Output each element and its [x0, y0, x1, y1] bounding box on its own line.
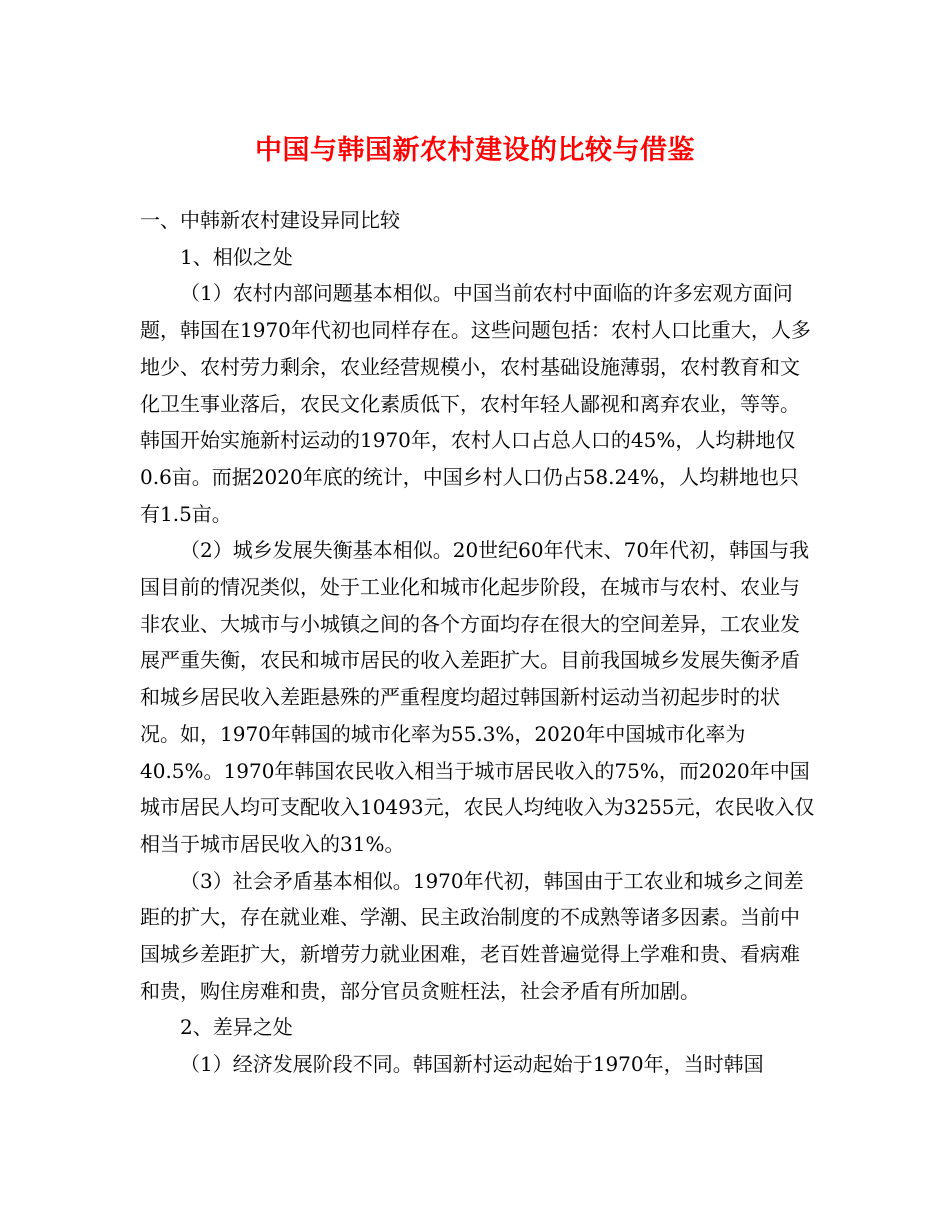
document-body — [140, 202, 815, 1083]
paragraph-economic-stage: （1）经济发展阶段不同。韩国新村运动起始于1970年，当时韩国 — [180, 1052, 764, 1077]
subsection-heading-similarities: 1、相似之处 — [180, 244, 293, 269]
section-heading: 一、中韩新农村建设异同比较 — [140, 208, 400, 232]
paragraph-urban-rural-imbalance: （2）城乡发展失衡基本相似。20世纪60年代末、70年代初，韩国与我国目前的情况类似，处于工业化和城市化起步阶段，在城市与农村、农业与非农业、大城市与小城镇之间的各个方面均存在很大的空间差异，工农业发展严重失衡，农民和城市居民的收入差距扩大。目前我国城乡发展失衡矛盾和城乡居民收入差距悬殊的严重程度均超过韩国新村运动当初起步时的状况。如，1970年韩国的城市化率为55.3%，2020年中国城市化率为40.5%。1970年韩国农民收入相当于城市居民收入的75%，而2020年中国城市居民人均可支配收入10493元，农民人均纯收入为3255元，农民收入仅相当于城市居民收入的31%。 — [140, 538, 815, 856]
paragraph-rural-problems: （1）农村内部问题基本相似。中国当前农村中面临的许多宏观方面问题，韩国在1970年代初也同样存在。这些问题包括：农村人口比重大，人多地少、农村劳力剩余，农业经营规模小，农村基础设施薄弱，农村教育和文化卫生事业落后，农民文化素质低下，农村年轻人鄙视和离弃农业，等等。韩国开始实施新村运动的1970年，农村人口占总人口的45%，人均耕地仅0.6亩。而据2020年底的统计，中国乡村人口仍占58.24%，人均耕地也只有1.5亩。 — [140, 281, 811, 526]
document-title: 中国与韩国新农村建设的比较与借鉴 — [255, 135, 695, 166]
subsection-heading-differences: 2、差异之处 — [180, 1015, 293, 1040]
paragraph-social-conflicts: （3）社会矛盾基本相似。1970年代初，韩国由于工农业和城乡之间差距的扩大，存在就业难、学潮、民主政治制度的不成熟等诸多因素。当前中国城乡差距扩大，新增劳力就业困难，老百姓普遍觉得上学难和贵、看病难和贵，购住房难和贵，部分官员贪赃枉法，社会矛盾有所加剧。 — [140, 868, 804, 1003]
